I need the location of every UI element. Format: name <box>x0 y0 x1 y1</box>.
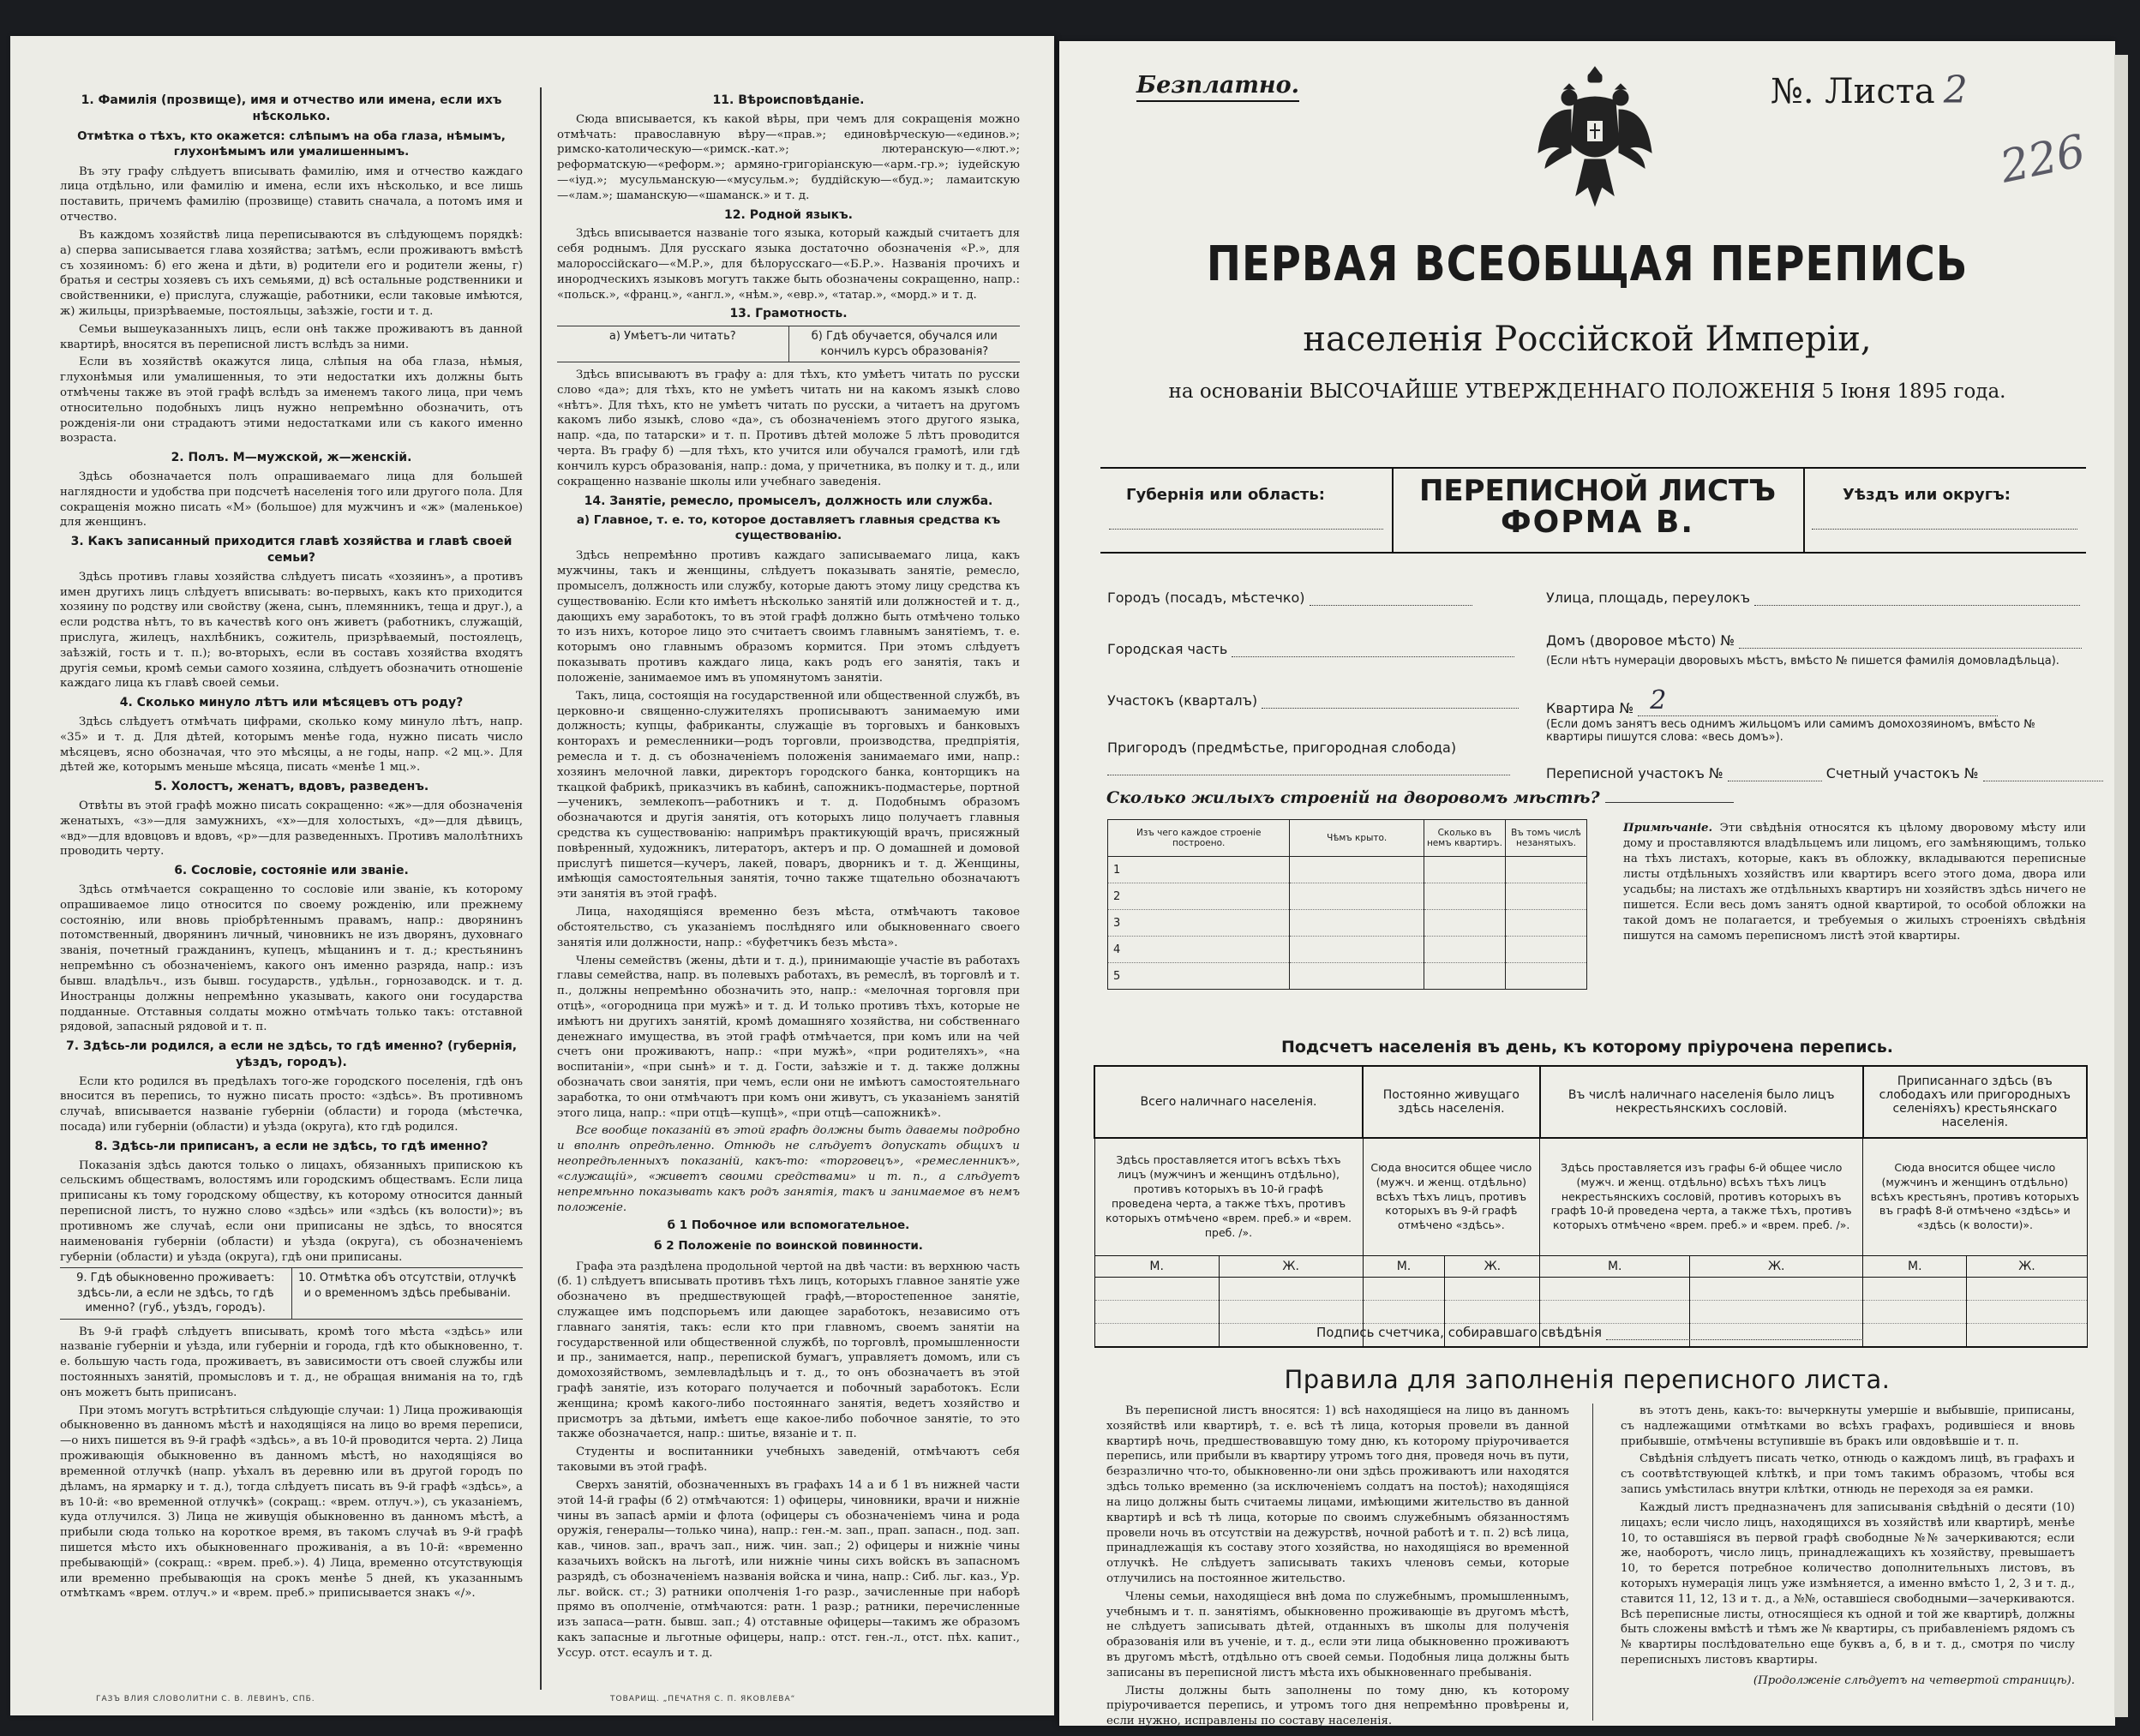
uezd-cell <box>1803 469 2086 552</box>
form-name: ПЕРЕПИСНОЙ ЛИСТЪ <box>1418 474 1777 508</box>
sheet-number <box>1771 69 1968 112</box>
count-cell[interactable] <box>1967 1278 2087 1301</box>
rules-text: въ этотъ день, какъ-то: вычеркнуты умершіе и выбывшіе, приписаны, съ надлежащими отмѣтками во всѣхъ графахъ, родившіеся и вновь прибывшіе, отмѣчены вступившіе въ бракъ или овдовѣвшіе и т. п. <box>1621 1404 2075 1448</box>
count-desc-permanent: Сюда вносится общее число (мужч. и женщ. отдѣльно) всѣхъ тѣхъ лицъ, противъ которыхъ въ 9-й графѣ отмѣчено «здѣсь». <box>1363 1138 1540 1256</box>
section-8-title: 8. Здѣсь-ли приписанъ, а если не здѣсь, то гдѣ именно? <box>94 1139 489 1153</box>
note-heading: Примѣчаніе. <box>1623 822 1713 835</box>
note-block <box>1623 821 2086 944</box>
section-14b2-title: б 2 Положеніе по воинской повинности. <box>654 1239 923 1254</box>
signature-label: Подпись счетчика, собиравшаго свѣдѣнія <box>1316 1325 1603 1340</box>
printer-footer: ГАЗЪ ВЛИЯ СЛОВОЛИТНИ С. В. ЛЕВИНЪ, СПБ. <box>96 1695 315 1703</box>
count-cell[interactable] <box>1863 1301 1967 1324</box>
rules-text: Свѣдѣнія слѣдуетъ писать четко, отнюдь о каждомъ лицѣ, въ графахъ и съ соотвѣтствующей клѣткѣ, и при томъ такимъ образомъ, чтобы вся запись умѣстилась внутри клѣтки, отнюдь не переходя за ея рамки. <box>1621 1452 2075 1497</box>
table-row <box>1108 963 1587 990</box>
section-13-text: Здѣсь вписываютъ въ графу а: для тѣхъ, кто умѣетъ читать по русски слово «да»; для тѣхъ, кто не умѣетъ читать ни на какомъ языкѣ слово «нѣтъ». Для тѣхъ, кто не умѣетъ читать по русски, а читаетъ на другомъ какомъ либо языкѣ, слово «да», съ обозначеніемъ этого другого языка, напр. «да, по татарски» и т. п. Противъ дѣтей моложе 5 лѣтъ проводится черта. Въ графу б) —для тѣхъ, кто учится или обучался грамотѣ, или гдѣ кончилъ курсъ образованія, напр.: дома, у причетника, въ полку и т. д., или сокращенно названіе школы или учебнаго заведенія. <box>557 368 1020 488</box>
section-14-text: Члены семействъ (жены, дѣти и т. д.), принимающіе участіе въ работахъ главы семейства, напр. въ полевыхъ работахъ, въ ремеслѣ, въ торговлѣ и т. п., должны непремѣнно обозначить это, напр.: «мелочная торговля при отцѣ», «огородница при мужѣ» и т. д. И только противъ тѣхъ, которые не имѣютъ ни другихъ занятій, кромѣ домашняго хозяйства, ни собственнаго денежнаго имущества, въ этой графѣ отмѣчается, при комъ или на чей счетъ они проживаютъ, напр.: «при мужѣ», «при родителяхъ», «на воспитаніи», «при сынѣ» и т. д. Гости, заѣзжіе и т. д. также должны обозначать свои занятія, при чемъ, если они не имѣютъ самостоятельнаго заработка, то они отмѣчаютъ при комъ они живутъ, съ указаніемъ занятій этого лица, напр.: «при отцѣ—купцѣ», «при отцѣ—сапожникѣ». <box>557 954 1020 1120</box>
ulitsa-label: Улица, площадь, переулокъ <box>1546 590 1751 606</box>
instructions-column-2 <box>557 89 1020 1664</box>
count-cell[interactable] <box>1094 1301 1219 1324</box>
uchastok-field[interactable] <box>1262 708 1519 709</box>
uchastok-row <box>1107 692 1519 709</box>
female-label: Ж. <box>1690 1256 1863 1278</box>
section-13a-title: а) Умѣетъ-ли читать? <box>557 326 789 362</box>
count-header-non-peasant: Въ числѣ наличнаго населенія было лицъ некрестьянскихъ сословій. <box>1540 1066 1863 1138</box>
section-12-text: Здѣсь вписывается названіе того языка, который каждый считаетъ для себя роднымъ. Для русскаго языка достаточно обозначенія «Р.», для малороссійскаго—«М.Р.», для бѣлорусскаго—«Б.Р.». Названія прочихъ и инородческихъ языковъ могутъ также быть обозначены сокращенно, напр.: «польск.», «франц.», «англ.», «нѣм.», «евр.», «татар.», «морд.» и т. д. <box>557 227 1020 302</box>
dom-label: Домъ (дворовое мѣсто) № <box>1546 632 1735 649</box>
male-label: М. <box>1363 1256 1445 1278</box>
kvartira-field[interactable] <box>1638 685 1998 716</box>
row-number: 1 <box>1108 857 1290 883</box>
count-cell[interactable] <box>1967 1324 2087 1348</box>
count-cell[interactable] <box>1690 1301 1863 1324</box>
note-text: Эти свѣдѣнія относятся къ цѣлому дворовому мѣсту или дому и проставляются владѣльцемъ или лицомъ, его замѣняющимъ, только на тѣхъ листахъ, которые, какъ въ обложку, вкладываются переписные листы отдѣльныхъ хозяйствъ или квартиръ всего этого дома, двора или усадьбы; на листахъ же отдѣльныхъ квартиръ ни хозяйствъ здѣсь ничего не пишется. Если весь домъ занятъ одной квартирой, то особой обложки на такой домъ не полагается, и требуемыя о жилыхъ строеніяхъ свѣдѣнія пишутся на самомъ переписномъ листѣ этой квартиры. <box>1623 822 2086 943</box>
count-cell[interactable] <box>1690 1278 1863 1301</box>
dwellings-count-field[interactable] <box>1605 802 1734 803</box>
schetny-uchastok-label: Счетный участокъ № <box>1825 765 1979 781</box>
cell[interactable] <box>1424 963 1505 990</box>
table-row <box>1108 910 1587 937</box>
count-cell[interactable] <box>1445 1278 1540 1301</box>
count-desc-peasant: Сюда вносится общее число (мужчинъ и женщинъ отдѣльно) всѣхъ крестьянъ, противъ которыхъ въ графѣ 8-й отмѣчено «здѣсь» и «здѣсь (к волости)». <box>1863 1138 2087 1256</box>
legal-basis: на основаніи ВЫСОЧАЙШЕ УТВЕРЖДЕННАГО ПОЛОЖЕНІЯ 5 Іюня 1895 года. <box>1168 380 2006 403</box>
guberniya-field[interactable] <box>1109 529 1383 530</box>
section-4-text: Здѣсь слѣдуетъ отмѣчать цифрами, сколько кому минуло лѣтъ, напр. «35» и т. д. Для дѣтей, которымъ менѣе года, нужно писать число мѣсяцевъ, ясно обозначая, что это мѣсяцы, а не годы, напр. «2 мц.». Для дѣтей же, которымъ меньше мѣсяца, писать «менѣе 1 мц.». <box>60 715 523 775</box>
rules-divider <box>1592 1404 1593 1721</box>
section-11-text: Сюда вписывается, къ какой вѣры, при чемъ для сокращенія можно отмѣчать: православную вѣру—«прав.»; единовѣрческую—«единов.»; римско-католическую—«римск.-кат.»; лютеранскую—«лют.»; реформатскую—«реформ.»; армяно-григоріанскую—«арм.-гр.»; іудейскую—«іуд.»; мусульманскую—«мусульм.»; буддійскую—«буд.»; ламаитскую—«лам.»; шаманскую—«шаманск.» и т. д. <box>557 112 1020 202</box>
cell[interactable] <box>1505 963 1586 990</box>
section-1-text: Семьи вышеуказанныхъ лицъ, если онѣ также проживаютъ въ данной квартирѣ, вносятся въ переписной листъ вслѣдъ за ними. <box>60 322 523 351</box>
double-headed-eagle-emblem <box>1535 58 1655 213</box>
count-cell[interactable] <box>1863 1278 1967 1301</box>
row-number: 3 <box>1108 910 1290 937</box>
section-13b-title: б) Гдѣ обучается, обучался или кончилъ курсъ образованія? <box>811 330 998 358</box>
count-cell[interactable] <box>1540 1278 1690 1301</box>
cell[interactable] <box>1505 937 1586 963</box>
rules-text: Члены семьи, находящіеся внѣ дома по служебнымъ, промышленнымъ, учебнымъ и т. п. занятіямъ, обыкновенно проживающіе въ другомъ мѣстѣ, не слѣдуетъ записывать дѣтей, отданныхъ въ школы для полученія образованія или въ ученіе, и т. д., если эти лица обыкновенно проживаютъ въ другомъ мѣстѣ, отдѣльно отъ своей семьи. Подобныя лица должны быть записаны въ переписной листъ мѣста ихъ обыкновеннаго пребыванія. <box>1106 1589 1569 1679</box>
chast-label: Городская часть <box>1107 641 1228 657</box>
section-9-text: Въ 9-й графѣ слѣдуетъ вписывать, кромѣ того мѣста «здѣсь» или названіе губерніи и уѣзда, или губерніи и города, гдѣ кто обыкновенно, т. е. большую часть года, проживаетъ, въ зависимости отъ своей службы или постоянныхъ занятій, промысловъ и т. д., не обращая вниманія на то, гдѣ онъ можетъ быть приписанъ. <box>60 1325 523 1399</box>
perepisnoy-uchastok-label: Переписной участокъ № <box>1546 765 1723 781</box>
dwell-header-roof: Чѣмъ крыто. <box>1290 820 1424 857</box>
section-3-title: 3. Какъ записанный приходится главѣ хозяйства и главѣ своей семьи? <box>70 535 513 566</box>
page-subtitle: населенія Россійской Имперіи, <box>1303 320 1872 359</box>
kvartira-row <box>1546 685 1998 716</box>
rules-column-2 <box>1621 1404 2075 1689</box>
signature-field[interactable] <box>1606 1339 1863 1340</box>
form-letter: ФОРМА В. <box>1500 505 1695 540</box>
dwell-header-material: Изъ чего каждое строеніе построено. <box>1108 820 1290 857</box>
free-label: Безплатно. <box>1136 72 1299 102</box>
cell[interactable] <box>1505 857 1586 883</box>
rules-title: Правила для заполненія переписного листа. <box>1284 1365 1891 1394</box>
kvartira-value: 2 <box>1650 685 1667 715</box>
count-cell[interactable] <box>1363 1301 1445 1324</box>
count-header-peasant: Приписаннаго здѣсь (въ слободахъ или пригородныхъ селеніяхъ) крестьянскаго населенія. <box>1863 1066 2087 1138</box>
continuation-note: (Продолженіе слѣдуетъ на четвертой страницѣ). <box>1753 1673 2075 1687</box>
instructions-column-1 <box>60 89 523 1604</box>
cell[interactable] <box>1290 883 1424 910</box>
dwellings-table <box>1107 819 1587 990</box>
count-cell[interactable] <box>1219 1301 1363 1324</box>
dwell-header-vacant: Въ томъ числѣ незанятыхъ. <box>1505 820 1586 857</box>
cell[interactable] <box>1290 963 1424 990</box>
chast-row <box>1107 641 1514 657</box>
cell[interactable] <box>1505 910 1586 937</box>
cell[interactable] <box>1424 910 1505 937</box>
count-entry-row <box>1094 1301 2087 1324</box>
cell[interactable] <box>1290 937 1424 963</box>
section-10-title: 10. Отмѣтка объ отсутствіи, отлучкѣ и о временномъ здѣсь пребываніи. <box>298 1272 517 1300</box>
handwritten-archive-number: 226 <box>1995 125 2090 194</box>
signature-row <box>1316 1325 1863 1340</box>
dom-note: (Если нѣтъ нумераціи дворовыхъ мѣстъ, вмѣсто № пишется фамилія домовладѣльца). <box>1546 655 2059 667</box>
section-14b1-title: б 1 Побочное или вспомогательное. <box>667 1218 910 1233</box>
dom-row <box>1546 632 2082 649</box>
section-7-title: 7. Здѣсь-ли родился, а если не здѣсь, то гдѣ именно? (губернія, уѣздъ, городъ). <box>65 1039 518 1069</box>
section-14-text: Графа эта раздѣлена продольной чертой на двѣ части: въ верхнюю часть (б. 1) слѣдуетъ вписывать противъ тѣхъ лицъ, которыхъ главное занятіе уже обозначено въ предшествующей графѣ,—второстепенное занятіе, служащее имъ подспорьемъ или дающее заработокъ, независимо отъ главнаго занятія, такъ: если кто при главномъ, своемъ занятіи на государственной или общественной службѣ, по торговлѣ, промышленности и пр., занимается, напр., перепиской бумагъ, управляетъ домомъ, или съ домохозяйствомъ, землевладѣльцъ и т. д., то онъ обозначаетъ въ этой графѣ занятіе, изъ котораго получается и побочный заработокъ. Если женщина; кромѣ какого-либо постояннаго занятія, ведетъ хозяйство и присмотръ за дѣтьми, имѣетъ еще какое-либо побочное занятіе, то это также обозначается, напр.: шитье, вязаніе и т. п. <box>557 1260 1020 1441</box>
dwellings-question <box>1106 788 1734 807</box>
section-12-title: 12. Родной языкъ. <box>724 207 853 222</box>
row-number: 5 <box>1108 963 1290 990</box>
printer-footer: ТОВАРИЩ. „ПЕЧАТНЯ С. П. ЯКОВЛЕВА“ <box>610 1695 796 1703</box>
count-cell[interactable] <box>1445 1301 1540 1324</box>
ulitsa-field[interactable] <box>1754 605 2080 606</box>
count-cell[interactable] <box>1094 1278 1219 1301</box>
section-13-header <box>557 326 1020 362</box>
dwell-header-apartments: Сколько въ немъ квартиръ. <box>1424 820 1505 857</box>
sheet-number-value: 2 <box>1943 69 1968 112</box>
section-4-title: 4. Сколько минуло лѣтъ или мѣсяцевъ отъ роду? <box>119 696 464 710</box>
section-14-title: 14. Занятіе, ремесло, промыселъ, должность или служба. <box>584 494 993 508</box>
section-8-text: Показанія здѣсь даются только о лицахъ, обязанныхъ припискою къ сельскимъ обществамъ, волостямъ или городскимъ обществамъ. Если лица приписаны къ тому городскому обществу, къ которому относится данный переписной листъ, то нужно слово «здѣсь» или «здѣсь (къ волости)»; въ противномъ же случаѣ, если они приписаны не здѣсь, то вносятся наименованія губерніи (области) и уѣзда (округа), съ обозначеніемъ губерніи (области) и уѣзда (округа), гдѣ они приписаны. <box>60 1158 523 1264</box>
section-14-text: Студенты и воспитанники учебныхъ заведеній, отмѣчаютъ себя таковыми въ этой графѣ. <box>557 1446 1020 1475</box>
count-cell[interactable] <box>1219 1278 1363 1301</box>
population-count-table <box>1094 1065 2088 1348</box>
kvartira-note: (Если домъ занятъ весь однимъ жильцомъ или самимъ домохозяиномъ, вмѣсто № квартиры пишутся слова: «весь домъ»). <box>1546 718 2035 744</box>
uezd-field[interactable] <box>1812 529 2077 530</box>
male-label: М. <box>1094 1256 1219 1278</box>
uezd-label: Уѣздъ или округъ: <box>1843 486 2011 504</box>
sheet-number-label: №. Листа <box>1771 72 1935 111</box>
prigorod-row <box>1107 739 1519 775</box>
count-desc-non-peasant: Здѣсь проставляется изъ графы 6-й общее число (мужч. и женщ. отдѣльно) всѣхъ тѣхъ лицъ некрестьянскихъ сословій, противъ которыхъ въ графѣ 10-й проведена черта, а также тѣхъ, противъ которыхъ отмѣчено «врем. преб.» и «врем. преб. /». <box>1540 1138 1863 1256</box>
dom-field[interactable] <box>1739 648 2082 649</box>
guberniya-label: Губернія или область: <box>1126 486 1325 504</box>
section-14-text: Все вообще показаній въ этой графѣ должны быть даваемы подробно и вполнѣ опредѣленно. Отнюдь не слѣдуетъ допускать общихъ и неопредѣленныхъ показаній, какъ-то: «торговецъ», «ремесленникъ», «служащій», «живетъ своими средствами» и т. п., а слѣдуетъ непремѣнно показывать какъ родъ занятія, такъ и занимаемое въ немъ положеніе. <box>557 1124 1020 1214</box>
section-14-text: Сверхъ занятій, обозначенныхъ въ графахъ 14 а и б 1 въ нижней части этой 14-й графы (б 2) отмѣчаются: 1) офицеры, чиновники, врачи и нижніе чины въ запасѣ арміи и флота (офицеры съ обозначеніемъ чина и рода оружія, генералы—только чина), напр.: ген.-м. зап., прап. запасн., под. зап. кав., чинов. зап., врачъ зап., ниж. чин. зап.; 2) офицеры и нижніе чины казачьихъ войскъ на льготѣ, или нижніе чины сихъ войскъ въ запасномъ разрядѣ, съ обозначеніемъ названія войска и чина, напр.: Сиб. льг. каз., Ур. льг. войск. ст.; 3) ратники ополченія 1-го разр., зачисленные при наборѣ прямо въ ополченіе, отмѣчаются: ратн. 1 разр.; ратники, перечисленные изъ запаса—ратн. бывш. зап.; 4) отставные офицеры—такимъ же образомъ какъ запасные и льготные офицеры, напр.: отст. ген.-л., отст. пѣх. капит., Уссур. отст. есаулъ и т. д. <box>557 1478 1020 1660</box>
form-title-cell <box>1392 469 1805 552</box>
gorod-row <box>1107 590 1472 606</box>
section-9-10-header <box>60 1267 523 1319</box>
cell[interactable] <box>1424 857 1505 883</box>
section-14-text: Здѣсь непремѣнно противъ каждаго записываемаго лица, какъ мужчины, такъ и женщины, слѣдуетъ показывать занятіе, ремесло, промыселъ, должность или службу, которые даютъ этому лицу средства къ существованію. Если кто имѣетъ нѣсколько занятій или должностей и т. д., дающихъ ему заработокъ, то въ этой графѣ должно быть отмѣчено только то изъ нихъ, которое лицо это считаетъ своимъ главнымъ занятіемъ, т. е. которымъ оно главнымъ образомъ кормится. При этомъ слѣдуетъ показывать противъ каждаго лица, какъ родъ его занятія, такъ и положеніе, занимаемое имъ въ упомянутомъ занятіи. <box>557 549 1020 685</box>
section-7-text: Если кто родился въ предѣлахъ того-же городского поселенія, гдѣ онъ вносится въ перепись, то нужно писать просто: «здѣсь». Въ противномъ случаѣ, вписывается названіе губерніи (области) и города (мѣстечка, посада) или губерніи (области) и уѣзда (округа), кто гдѣ родился. <box>60 1075 523 1134</box>
section-3-text: Здѣсь противъ главы хозяйства слѣдуетъ писать «хозяинъ», а противъ имен другихъ лицъ слѣдуетъ вписывать: во-первыхъ, какъ кто приходится хозяину по родству или свойству (жена, сынъ, племянникъ, теща и друг.), а если родства нѣтъ, то въ качествѣ кого онъ живетъ (работникъ, служащій, прислуга, жилецъ, нахлѣбникъ, сожитель, призрѣваемый, постоялецъ, заѣзжій, гость и т. п.); во-вторыхъ, если въ составъ хозяйства входятъ другія семьи, кромѣ семьи самого хозяина, слѣдуетъ обозначить отношеніе каждаго лица къ главѣ своей семьи. <box>60 570 523 691</box>
count-desc-total: Здѣсь проставляется итогъ всѣхъ тѣхъ лицъ (мужчинъ и женщинъ отдѣльно), противъ которыхъ въ 10-й графѣ проведена черта, а также тѣхъ, противъ которыхъ отмѣчено «врем. преб.» и «врем. преб. /». <box>1094 1138 1363 1256</box>
count-cell[interactable] <box>1540 1301 1690 1324</box>
gorod-label: Городъ (посадъ, мѣстечко) <box>1107 590 1305 606</box>
male-label: М. <box>1540 1256 1690 1278</box>
table-row <box>1108 937 1587 963</box>
right-page <box>1059 41 2115 1726</box>
count-cell[interactable] <box>1967 1301 2087 1324</box>
section-2-title: 2. Полъ. М—мужской, ж—женскій. <box>171 451 412 465</box>
page-edge <box>2114 55 2128 1717</box>
cell[interactable] <box>1505 883 1586 910</box>
table-row <box>1108 857 1587 883</box>
section-14a-title: а) Главное, т. е. то, которое доставляетъ главныя средства къ существованію. <box>576 513 1001 543</box>
count-header-total: Всего наличнаго населенія. <box>1094 1066 1363 1138</box>
male-label: М. <box>1863 1256 1967 1278</box>
rules-text: Каждый листъ предназначенъ для записыванія свѣдѣній о десяти (10) лицахъ; если число лицъ, находящихся въ хозяйствѣ или квартирѣ, менѣе 10, то оставшіяся въ первой графѣ свободные №№ зачеркиваются; если же, наоборотъ, число лицъ, принадлежащихъ къ хозяйству, превышаетъ 10, то берется потребное количество дополнительныхъ листовъ, въ которыхъ нумерація лицъ уже измѣняется, а именно вмѣсто 1, 2, 3 и т. д., ставится 11, 12, 13 и т. д., а №№, оставшіеся свободными—зачеркиваются. Всѣ переписные листы, относящіеся къ одной и той же квартирѣ, должны быть сложены вмѣстѣ и тѣмъ же № квартиры, съ прибавленіемъ рядомъ съ № квартиры послѣдовательно еще буквъ а, б, в и т. д., смотря по числу переписныхъ листовъ квартиры. <box>1621 1500 2075 1667</box>
section-9-title: 9. Гдѣ обыкновенно проживаетъ: здѣсь-ли, а если не здѣсь, то гдѣ именно? (губ., уѣздъ, городъ). <box>60 1268 292 1318</box>
count-cell[interactable] <box>1094 1324 1219 1348</box>
section-6-title: 6. Сословіе, состояніе или званіе. <box>174 864 409 878</box>
guberniya-cell <box>1100 469 1394 552</box>
left-page <box>10 36 1054 1715</box>
section-1-subtitle: Отмѣтка о тѣхъ, кто окажется: слѣпымъ на оба глаза, нѣмымъ, глухонѣмымъ или умалишеннымъ. <box>77 129 506 159</box>
column-divider <box>540 87 542 1690</box>
female-label: Ж. <box>1445 1256 1540 1278</box>
cell[interactable] <box>1424 937 1505 963</box>
section-1-text: Въ каждомъ хозяйствѣ лица переписываются въ слѣдующемъ порядкѣ: а) сперва записывается глава хозяйства; затѣмъ, если проживаютъ вмѣстѣ съ хозяиномъ: б) его жена и дѣти, в) родители его и родители жены, г) братья и сестры хозяевъ съ ихъ семьями, д) всѣ остальные родственники и свойственники, е) прислуга, служащіе, работники, если таковые имѣются, ж) жильцы, призрѣваемые, постояльцы, заѣзжіе, гости и т. д. <box>60 228 523 318</box>
section-5-text: Отвѣты въ этой графѣ можно писать сокращенно: «ж»—для обозначенія женатыхъ, «з»—для замужнихъ, «х»—для холостыхъ, «д»—для дѣвицъ, «вд»—для вдовцовъ и вдовъ, «р»—для разведенныхъ. Противъ малолѣтнихъ проводить черту. <box>60 799 523 859</box>
rules-text: Листы должны быть заполнены по тому дню, къ которому пріурочивается перепись, и утромъ того дня непремѣнно провѣрены и, если нужно, исправлены по составу населенія. <box>1106 1684 1569 1728</box>
ulitsa-row <box>1546 590 2080 606</box>
rules-column-1 <box>1106 1404 1569 1732</box>
section-5-title: 5. Холостъ, женатъ, вдовъ, разведенъ. <box>153 780 429 794</box>
count-header-permanent: Постоянно живущаго здѣсь населенія. <box>1363 1066 1540 1138</box>
section-1-text: Если въ хозяйствѣ окажутся лица, слѣпыя на оба глаза, нѣмыя, глухонѣмыя или умалишенныя, то эти недостатки ихъ должны быть отмѣчены также въ этой графѣ вслѣдъ за именемъ такого лица, при чемъ относительно подобныхъ лицъ нужно непремѣнно обозначить, отъ рожденія-ли они страдаютъ этими недостатками или съ какого именно возраста. <box>60 356 523 446</box>
row-number: 4 <box>1108 937 1290 963</box>
section-2-text: Здѣсь обозначается полъ опрашиваемаго лица для большей наглядности и удобства при подсчетѣ населенія того или другого пола. Для сокращенія можно писать «М» (большое) для мужчинъ и «ж» (маленькое) для женщинъ. <box>60 470 523 530</box>
section-9-text: При этомъ могутъ встрѣтиться слѣдующіе случаи: 1) Лица проживающія обыкновенно въ данномъ мѣстѣ и находящіяся на лицо во время переписи,—о нихъ пишется въ 9-й графѣ «здѣсь», а въ 10-й проводится черта. 2) Лица проживающія обыкновенно въ данномъ мѣстѣ, но находящіяся во временной отлучкѣ (напр. уѣхалъ въ деревню или въ другой городъ по дѣламъ, на ярмарку и т. д.), тогда слѣдуетъ писать въ 9-й графѣ «здѣсь», а въ 10-й: «во временной отлучкѣ» (сокращ.: «врем. отлуч.»), съ указаніемъ, куда отлучился. 3) Лица не живущія обыкновенно въ данномъ мѣстѣ, а прибыли сюда только на короткое время, въ такомъ случаѣ въ 9-й графѣ пишется мѣсто ихъ обыкновеннаго проживанія, а въ 10-й: «временно пребывающій» (сокращ.: «врем. преб.»). 4) Лица, временно отсутствующія или временно пребывающія на срокъ менѣе 5 дней, къ указаннымъ отмѣткамъ «врем. отлуч.» и «врем. преб.» приписывается знакъ «/». <box>60 1404 523 1601</box>
count-cell[interactable] <box>1863 1324 1967 1348</box>
chast-field[interactable] <box>1232 656 1514 657</box>
cell[interactable] <box>1290 857 1424 883</box>
section-1-text: Въ эту графу слѣдуетъ вписывать фамилію, имя и отчество каждаго лица отдѣльно, или фамилію и имена, если ихъ нѣсколько, и все лишь поставить, причемъ фамилію (прозвище) ставить сначала, а потомъ имя и отчество. <box>60 165 523 224</box>
row-number: 2 <box>1108 883 1290 910</box>
prigorod-label: Пригородъ (предмѣстье, пригородная слобода) <box>1107 739 1457 756</box>
female-label: Ж. <box>1967 1256 2087 1278</box>
section-14-text: Такъ, лица, состоящія на государственной или общественной службѣ, въ церковно-и священно-служителяхъ прописываютъ занимаемую ими должность; купцы, фабриканты, служащіе въ торговыхъ и банковыхъ конторахъ и ремесленники—родъ торговли, производства, предпріятія, ремесла и т. д. съ обозначеніемъ положенія занимаемаго ими, напр.: хозяинъ мелочной лавки, директоръ городского банка, конторщикъ на ткацкой фабрикѣ, приказчикъ въ кабинѣ, сапожникъ-подмастерье, портной—ученикъ, землекопъ—работникъ и т. д. Подобнымъ образомъ обозначаются и другія занятія, отъ которыхъ лицо получаетъ главныя средства къ существованію: напримѣръ практикующій врачъ, присяжный повѣренный, художникъ, литераторъ, актеръ и пр. О домашней и домовой прислугѣ пишется—кучеръ, лакей, поваръ, дворникъ и т. д. Женщины, имѣющія самостоятельныя занятія, точно также тщательно обозначаютъ эти занятія въ этой графѣ. <box>557 689 1020 901</box>
page-title: ПЕРВАЯ ВСЕОБЩАЯ ПЕРЕПИСЬ <box>1206 236 1969 292</box>
rules-text: Въ переписной листъ вносятся: 1) всѣ находящіеся на лицо въ данномъ хозяйствѣ или квартирѣ, т. е. всѣ тѣ лица, которыя провели въ данной квартирѣ ночь, предшествовавшую тому дню, къ которому пріурочивается перепись, или прибыли въ квартиру утромъ того дня, проведя ночь въ пути, безразлично что-то, обыкновенно-ли они здѣсь проживаютъ или находятся здѣсь только временно (за исключеніемъ солдатъ на постоѣ); находящіяся на лицо должны быть считаемы лицами, имѣющими жительство въ данной квартирѣ и всѣ тѣ лица, которые по своимъ служебнымъ обязанностямъ провели ночь въ отсутствіи на дежурствѣ, ночной работѣ и т. п. 2) всѣ лица, принадлежащія къ составу этого хозяйства, но находящіяся во временной отлучкѣ. Не слѣдуетъ записывать такихъ членовъ семьи, которые отлучились на постоянное жительство. <box>1106 1404 1569 1585</box>
section-14-text: Лица, находящіяся временно безъ мѣста, отмѣчаютъ таковое обстоятельство, съ указаніемъ послѣдняго или обыкновеннаго своего занятія или должности, напр.: «буфетчикъ безъ мѣста». <box>557 906 1020 949</box>
cell[interactable] <box>1290 910 1424 937</box>
kvartira-label: Квартира № <box>1546 700 1634 716</box>
section-11-title: 11. Вѣроисповѣданіе. <box>712 93 865 107</box>
dwellings-question-text: Сколько жилыхъ строеній на дворовомъ мѣстѣ? <box>1106 788 1600 807</box>
section-13-title: 13. Грамотность. <box>729 307 848 321</box>
female-label: Ж. <box>1219 1256 1363 1278</box>
section-6-text: Здѣсь отмѣчается сокращенно то сословіе или званіе, къ которому опрашиваемое лицо относится по своему рожденію, или прежнему состоянію, или вновь пріобрѣтеннымъ правамъ, напр.: дворянинъ потомственный, дворянинъ личный, чиновникъ не изъ дворянъ, духовнаго званія, почетный гражданинъ, купецъ, мѣщанинъ и т. д.; крестьянинъ непремѣнно съ обозначеніемъ, какого онъ именно разряда, напр.: изъ бывш. владѣльч., изъ бывш. государств., удѣльн., горнозаводск. и т. д. Иностранцы должны непремѣнно указывать, какого они государства подданные. Отставныя солдаты можно отмѣчать только такъ: отставной рядовой, запасный рядовой и т. п. <box>60 883 523 1034</box>
uchastok-label: Участокъ (кварталъ) <box>1107 692 1258 709</box>
section-1-title: 1. Фамилія (прозвище), имя и отчество или имена, если ихъ нѣсколько. <box>81 93 502 123</box>
count-cell[interactable] <box>1363 1278 1445 1301</box>
form-header-box <box>1100 467 2086 554</box>
gorod-field[interactable] <box>1310 605 1472 606</box>
prigorod-field[interactable] <box>1107 756 1510 775</box>
table-row <box>1108 883 1587 910</box>
population-count-title: Подсчетъ населенія въ день, къ которому пріурочена перепись. <box>1280 1038 1894 1057</box>
count-entry-row <box>1094 1278 2087 1301</box>
cell[interactable] <box>1424 883 1505 910</box>
uchastki-row <box>1546 765 2103 781</box>
